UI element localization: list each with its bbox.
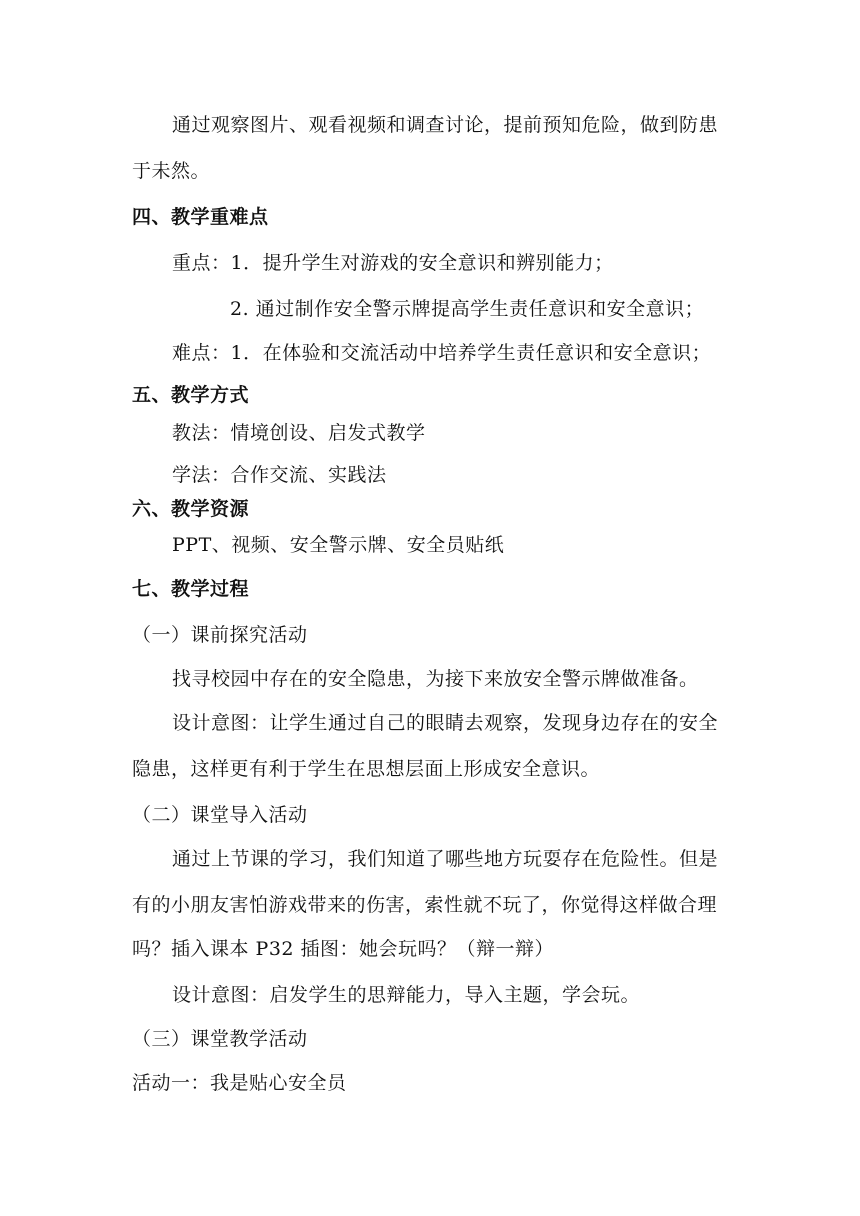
teaching-resources: PPT、视频、安全警示牌、安全员贴纸 bbox=[172, 534, 505, 556]
key-point-1: 重点：1．提升学生对游戏的安全意识和辨别能力； bbox=[172, 252, 614, 274]
difficult-point-1: 难点：1．在体验和交流活动中培养学生责任意识和安全意识； bbox=[172, 342, 712, 364]
teaching-method: 教法：情境创设、启发式教学 bbox=[172, 422, 426, 444]
key-point-2: 2. 通过制作安全警示牌提高学生责任意识和安全意识； bbox=[230, 298, 705, 320]
activity-one-title: 活动一：我是贴心安全员 bbox=[132, 1072, 347, 1094]
design-intent-1-line-2: 隐患，这样更有利于学生在思想层面上形成安全意识。 bbox=[132, 758, 601, 780]
heading-teaching-methods: 五、教学方式 bbox=[132, 384, 250, 406]
section-classroom-activity: （三）课堂教学活动 bbox=[132, 1028, 308, 1050]
lead-in-paragraph-line-3: 吗？插入课本 P32 插图：她会玩吗？（辩一辩） bbox=[132, 938, 555, 960]
section-pre-class-activity: （一）课前探究活动 bbox=[132, 624, 308, 646]
lead-in-paragraph-line-1: 通过上节课的学习，我们知道了哪些地方玩耍存在危险性。但是 bbox=[172, 848, 719, 870]
heading-key-difficult-points: 四、教学重难点 bbox=[132, 206, 269, 228]
heading-teaching-process: 七、教学过程 bbox=[132, 578, 250, 600]
design-intent-2: 设计意图：启发学生的思辩能力，导入主题，学会玩。 bbox=[172, 984, 641, 1006]
design-intent-1-line-1: 设计意图：让学生通过自己的眼睛去观察，发现身边存在的安全 bbox=[172, 712, 719, 734]
paragraph-goal-line-2: 于未然。 bbox=[132, 160, 211, 182]
learning-method: 学法：合作交流、实践法 bbox=[172, 464, 387, 486]
heading-teaching-resources: 六、教学资源 bbox=[132, 498, 250, 520]
lead-in-paragraph-line-2: 有的小朋友害怕游戏带来的伤害，索性就不玩了，你觉得这样做合理 bbox=[132, 894, 718, 916]
paragraph-goal-line-1: 通过观察图片、观看视频和调查讨论，提前预知危险，做到防患 bbox=[172, 114, 719, 136]
pre-class-paragraph: 找寻校园中存在的安全隐患，为接下来放安全警示牌做准备。 bbox=[172, 668, 699, 690]
section-lead-in-activity: （二）课堂导入活动 bbox=[132, 804, 308, 826]
